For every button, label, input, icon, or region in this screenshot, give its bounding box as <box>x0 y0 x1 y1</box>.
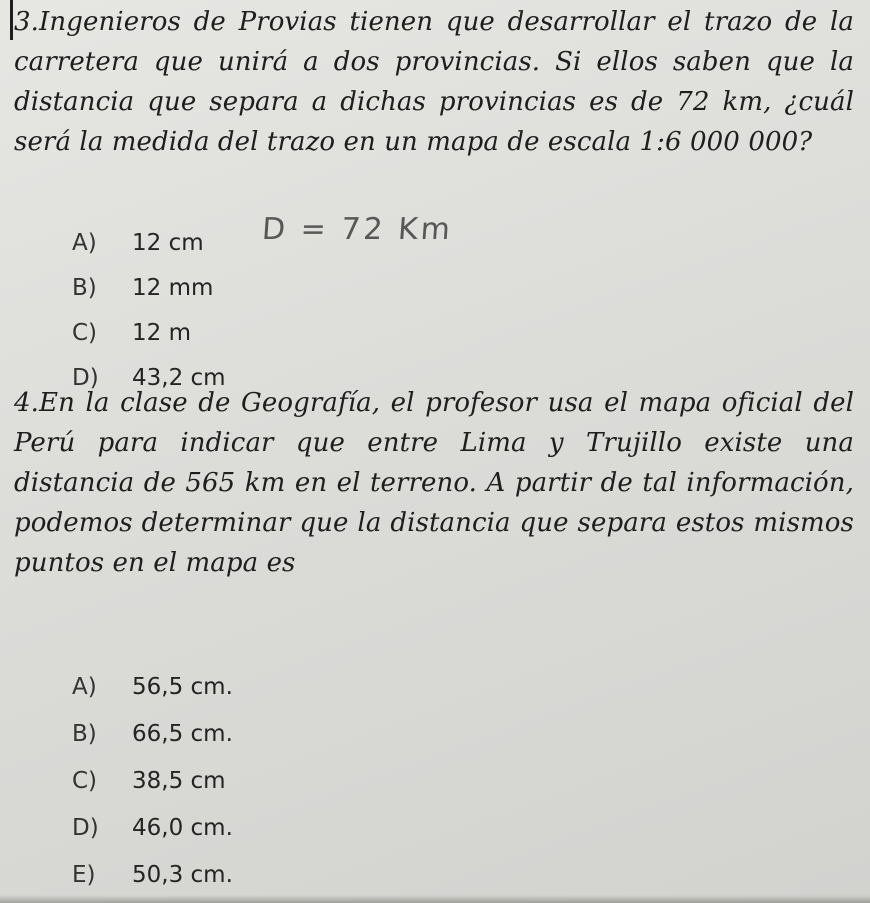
option-value: 12 cm <box>132 229 204 256</box>
option-value: 12 m <box>132 319 191 346</box>
question-3-scale: 1:6 000 000 <box>639 127 799 157</box>
option-letter: A) <box>72 673 97 700</box>
option-item[interactable] <box>72 265 226 310</box>
question-3-stem-end: ? <box>798 127 813 157</box>
page-edge-shadow <box>0 895 870 903</box>
option-value: 43,2 cm <box>132 364 226 391</box>
question-4-stem: En la clase de Geografía, el profesor usa el mapa oficial del Perú para indicar que entre Lima y Trujillo existe una distancia de 565 km en el terreno. A partir de tal información, podemos determinar que la distancia que separa estos mismos puntos en el mapa es <box>14 388 854 578</box>
option-value: 38,5 cm <box>132 767 226 794</box>
binding-mark <box>10 0 13 40</box>
option-letter: A) <box>72 229 97 256</box>
question-3-number: 3. <box>14 7 40 37</box>
option-letter: D) <box>72 814 99 841</box>
question-3-distance: 72 km <box>676 87 764 117</box>
option-letter: C) <box>72 767 98 794</box>
option-item[interactable] <box>72 220 226 265</box>
question-3-options <box>72 220 226 400</box>
question-3-stem: Ingenieros de Provias tienen que desarrollar el trazo de la carretera que unirá a dos provincias. Si ellos saben que la distancia que separa a dichas provincias es de <box>14 7 854 117</box>
question-4-options <box>72 663 233 898</box>
option-value: 50,3 cm. <box>132 861 233 888</box>
option-letter: E) <box>72 861 96 888</box>
option-item[interactable] <box>72 757 233 804</box>
option-item[interactable] <box>72 663 233 710</box>
question-4-number: 4. <box>14 388 40 418</box>
question-3-text <box>14 2 854 162</box>
question-3-stem-mid: , ¿cuál será la medida del trazo en un mapa de escala <box>14 87 854 157</box>
option-letter: D) <box>72 364 99 391</box>
option-value: 66,5 cm. <box>132 720 233 747</box>
option-value: 46,0 cm. <box>132 814 233 841</box>
option-letter: B) <box>72 720 97 747</box>
option-letter: B) <box>72 274 97 301</box>
handwritten-note: D = 72 Km <box>260 212 455 247</box>
option-letter: C) <box>72 319 98 346</box>
option-item[interactable] <box>72 310 226 355</box>
option-item[interactable] <box>72 851 233 898</box>
option-value: 56,5 cm. <box>132 673 233 700</box>
option-value: 12 mm <box>132 274 214 301</box>
question-4-text <box>14 383 854 583</box>
option-item[interactable] <box>72 804 233 851</box>
option-item[interactable] <box>72 710 233 757</box>
